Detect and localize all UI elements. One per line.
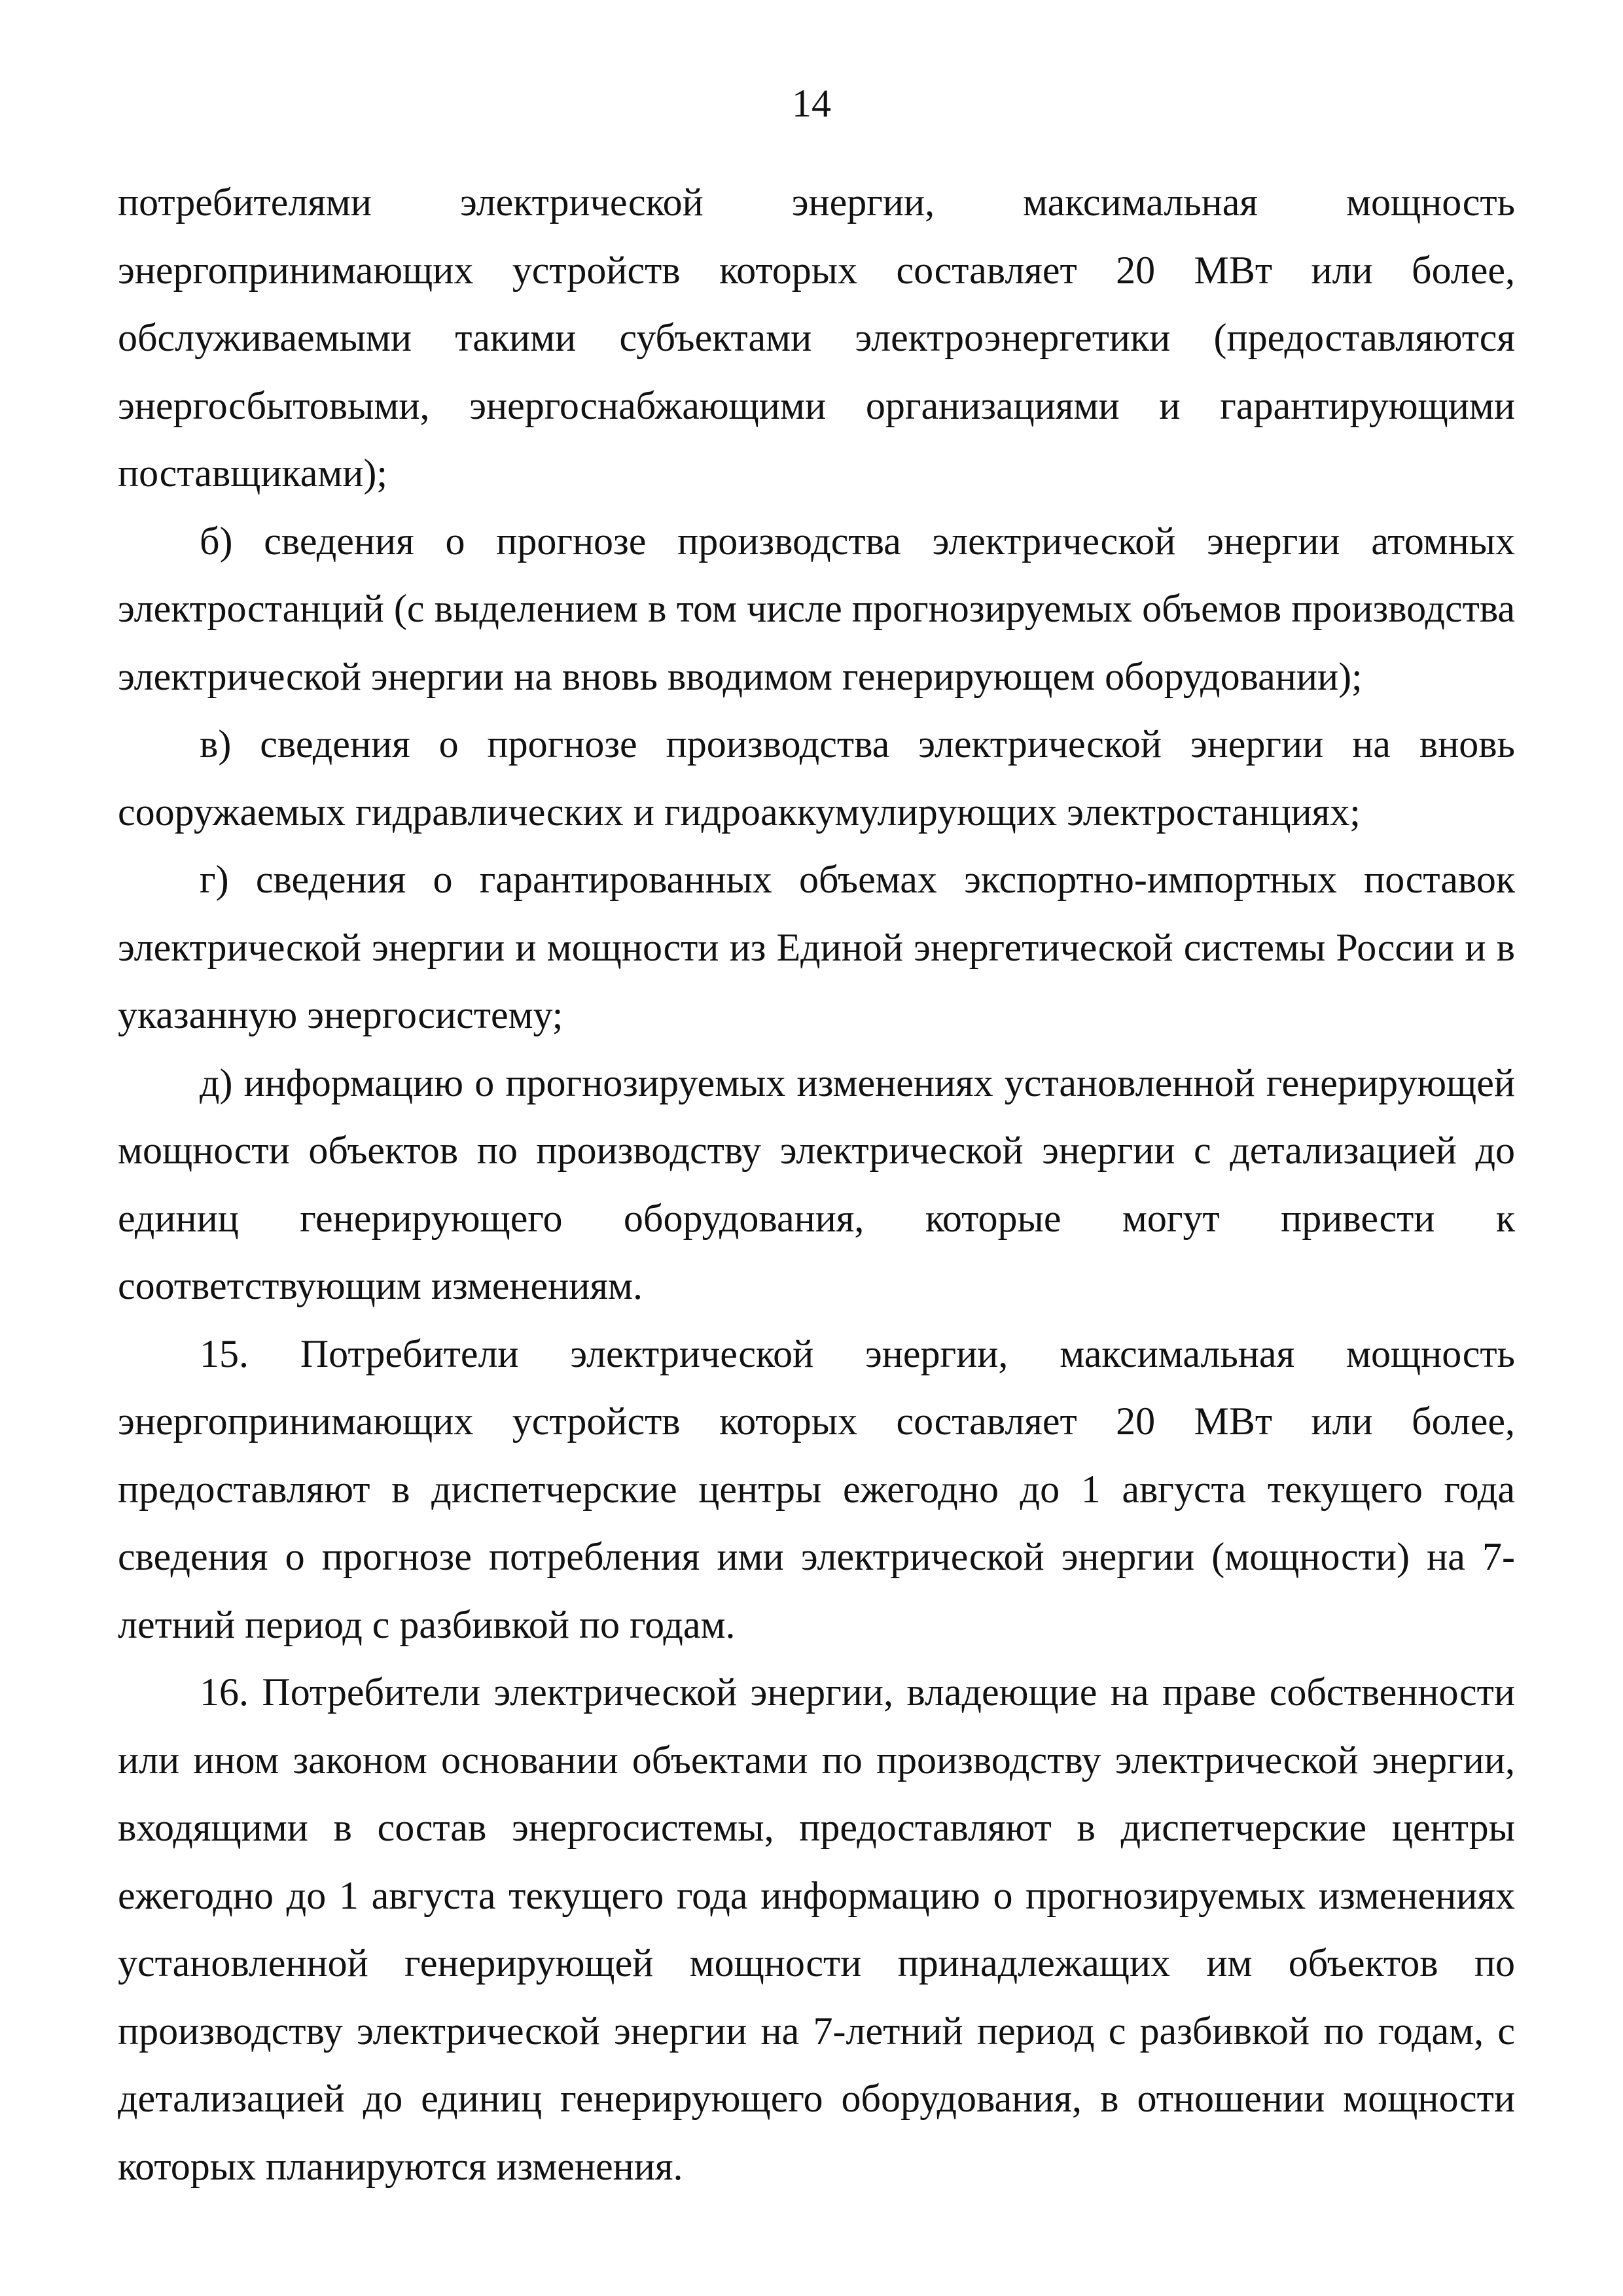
paragraph-continuation: [118, 169, 1515, 508]
paragraph-item-d: [118, 1050, 1515, 1320]
list-marker: г): [200, 858, 229, 901]
list-marker: д): [200, 1061, 233, 1104]
paragraph-text: Потребители электрической энергии, владеющие на праве собственности или ином законом основании объектами по производству электрической энергии, входящими в состав энергосистемы, предоставляют в диспетчерские центры ежегодно до 1 августа текущего года информацию о прогнозируемых изменениях установленной генерирующей мощности принадлежащих им объектов по производству электрической энергии на 7-летний период с разбивкой по годам, с детализацией до единиц генерирующего оборудования, в отношении мощности которых планируются изменения.: [118, 1670, 1515, 2188]
paragraph-text: сведения о прогнозе производства электрической энергии на вновь сооружаемых гидравлических и гидроаккумулирующих электростанциях;: [118, 722, 1515, 834]
paragraph-item-b: [118, 508, 1515, 711]
paragraph-text: информацию о прогнозируемых изменениях установленной генерирующей мощности объектов по производству электрической энергии с детализацией до единиц генерирующего оборудования, которые могут привести к соответствующим изменениям.: [118, 1061, 1515, 1307]
section-number: 15.: [200, 1332, 249, 1375]
section-number: 16.: [200, 1670, 249, 1714]
list-marker: б): [200, 519, 233, 563]
paragraph-section-16: [118, 1659, 1515, 2200]
paragraph-section-15: [118, 1320, 1515, 1659]
paragraph-item-g: [118, 846, 1515, 1050]
page-number: 14: [792, 82, 831, 125]
paragraph-text: сведения о прогнозе производства электрической энергии атомных электростанций (с выделением в том числе прогнозируемых объемов производства электрической энергии на вновь вводимом генерирующем оборудовании);: [118, 519, 1515, 698]
paragraph-text: сведения о гарантированных объемах экспортно-импортных поставок электрической энергии и мощности из Единой энергетической системы России и в указанную энергосистему;: [118, 858, 1515, 1036]
paragraph-text: Потребители электрической энергии, максимальная мощность энергопринимающих устройств которых составляет 20 МВт или более, предоставляют в диспетчерские центры ежегодно до 1 августа текущего года сведения о прогнозе потребления ими электрической энергии (мощности) на 7-летний период с разбивкой по годам.: [118, 1332, 1515, 1646]
list-marker: в): [200, 722, 232, 766]
paragraph-text: потребителями электрической энергии, максимальная мощность энергопринимающих устройств которых составляет 20 МВт или более, обслуживаемыми такими субъектами электроэнергетики (предоставляются энергосбытовыми, энергоснабжающими организациями и гарантирующими поставщиками);: [118, 181, 1515, 495]
document-body: [118, 169, 1515, 2200]
paragraph-item-v: [118, 711, 1515, 846]
